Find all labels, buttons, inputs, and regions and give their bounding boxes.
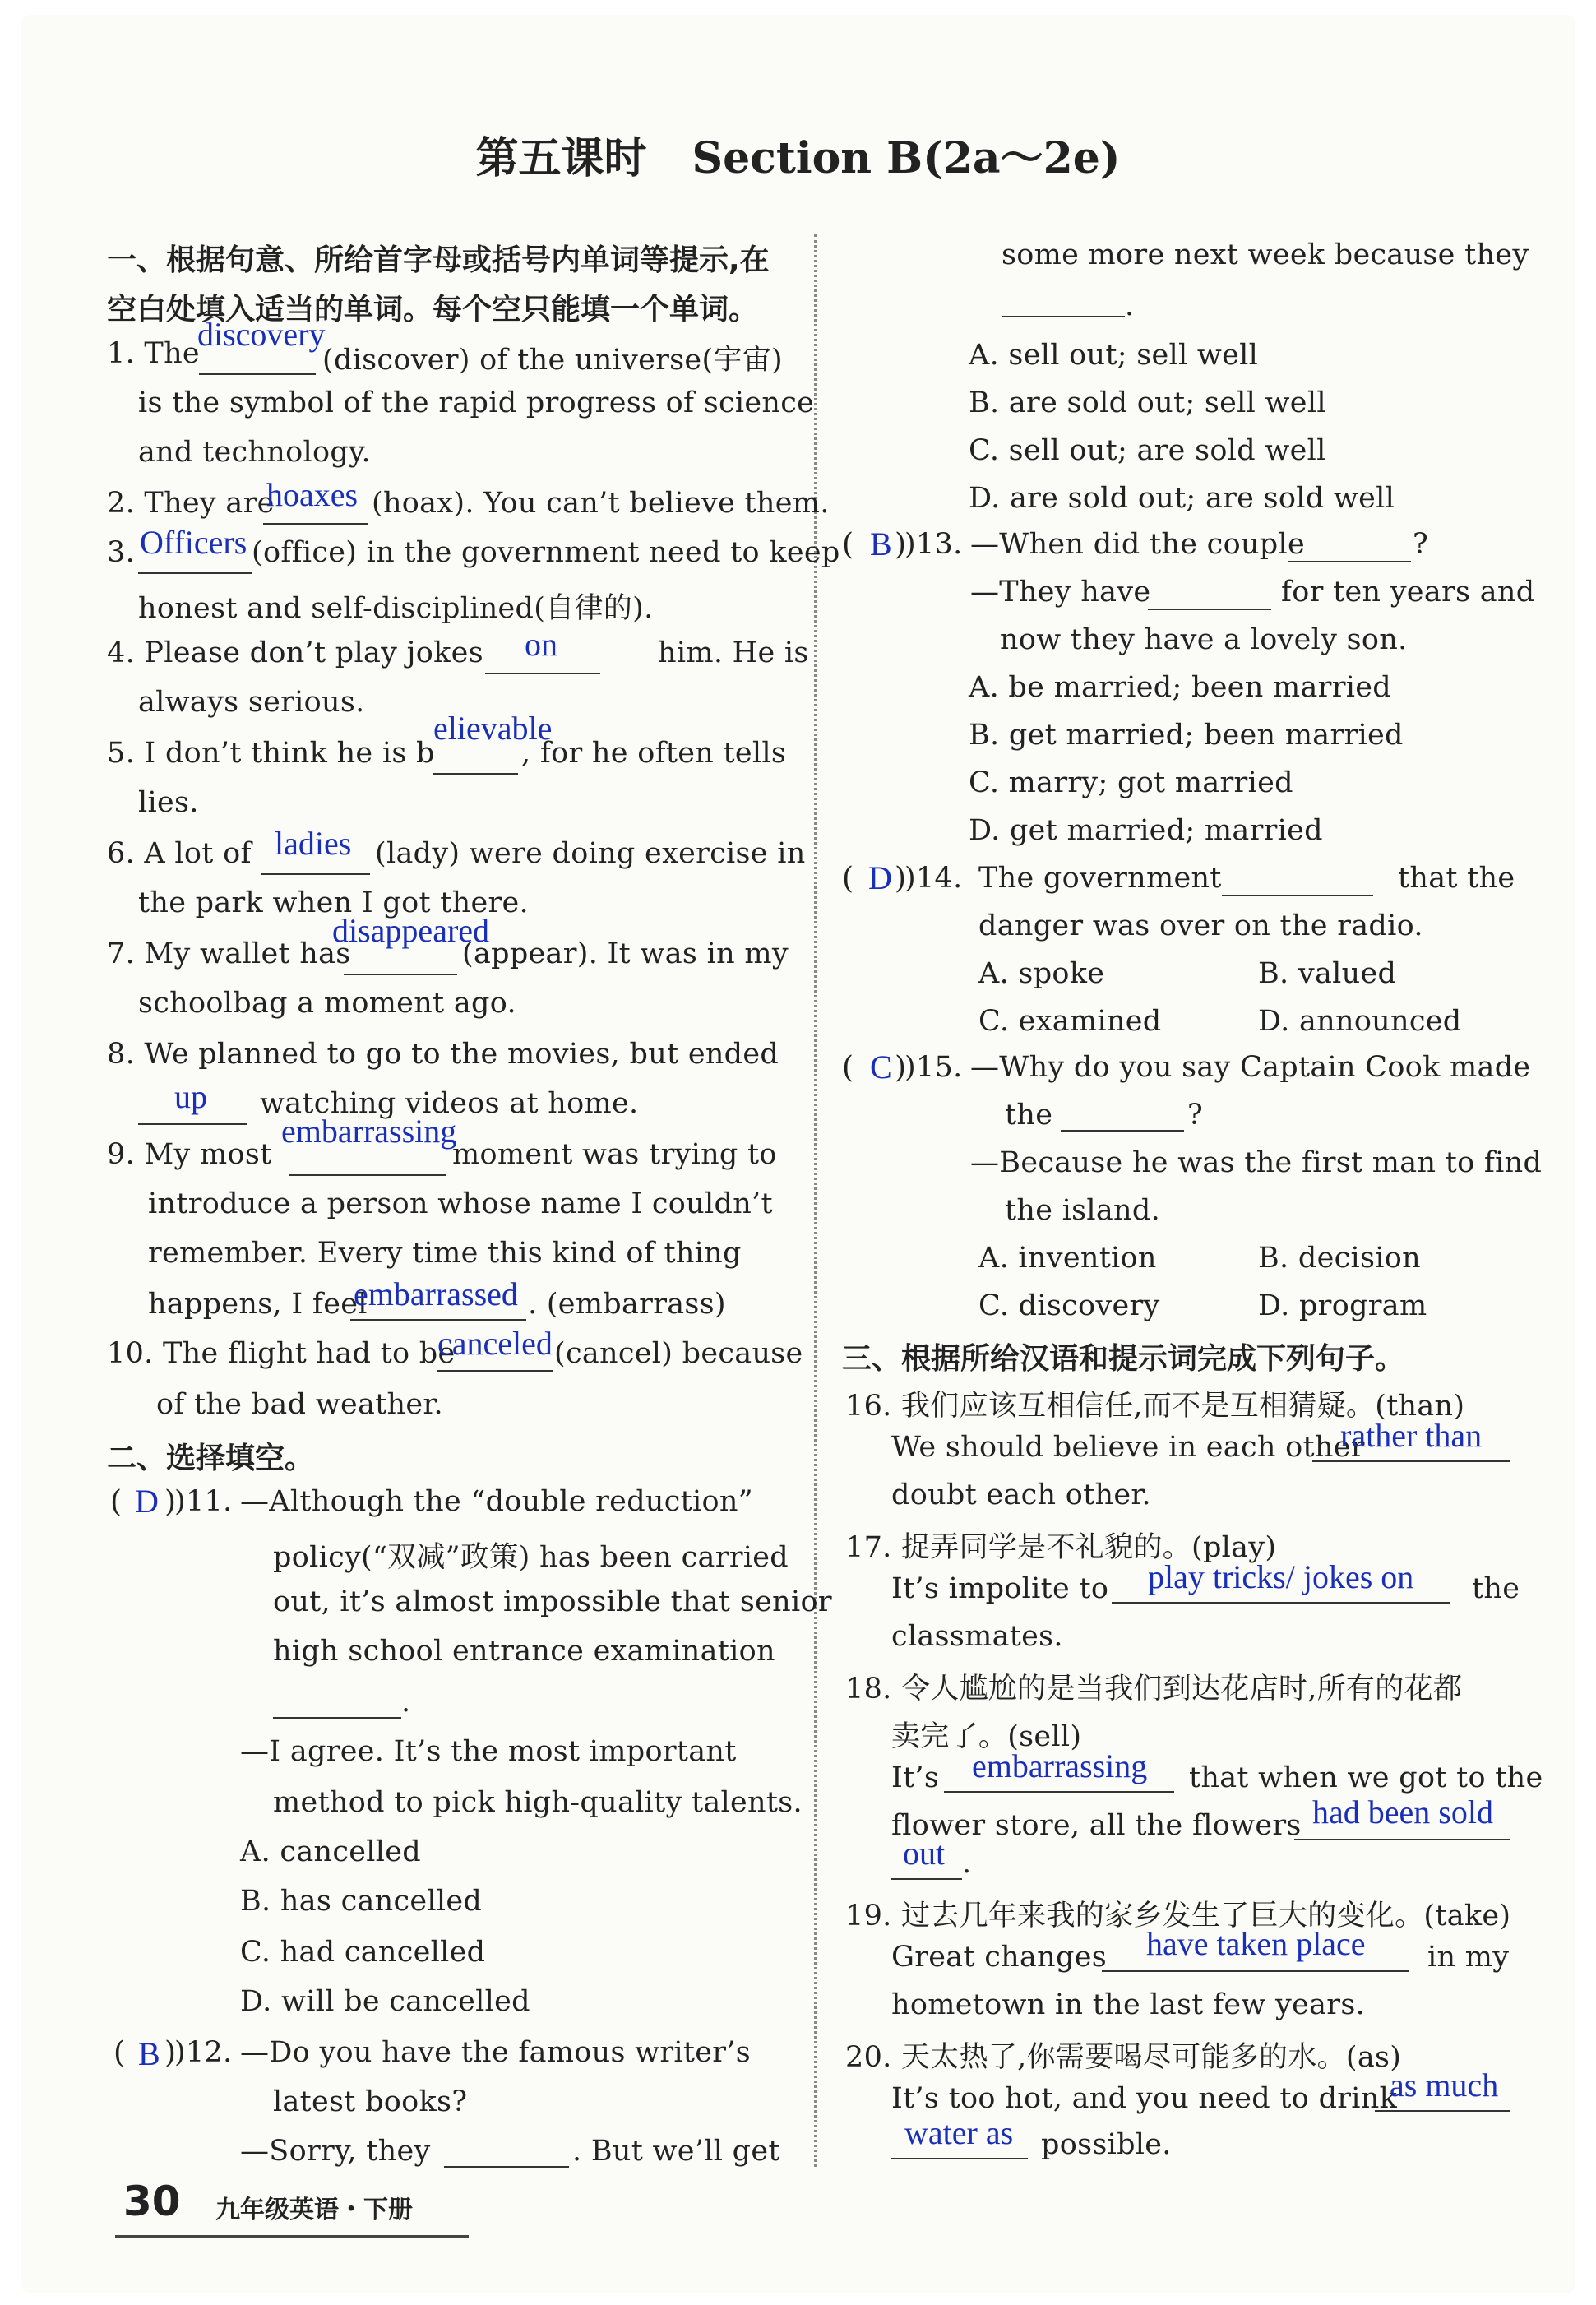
q18-blank-3 <box>891 1878 962 1880</box>
q10-blank <box>437 1370 553 1372</box>
q20-cn: 20. 天太热了,你需要喝尽可能多的水。(as) <box>845 2041 1402 2074</box>
title-en: Section B(2a～2e) <box>692 133 1121 183</box>
q15-line4: —Because he was the first man to find <box>970 1146 1543 1179</box>
q2-text-a: 2. They are <box>107 487 275 520</box>
q12-line4: . But we’ll get <box>572 2135 780 2168</box>
q5-answer: elievable <box>433 710 553 747</box>
q18-line2: flower store, all the flowers <box>891 1809 1302 1842</box>
q14-blank <box>1222 895 1373 896</box>
q10-text-b: (cancel) because <box>554 1337 803 1370</box>
q13-line5: now they have a lovely son. <box>1000 623 1408 656</box>
q5-text-c: lies. <box>138 786 199 819</box>
q11-line2: policy(“双减”政策) has been carried <box>273 1541 789 1574</box>
q16-line2: doubt each other. <box>891 1479 1151 1511</box>
q14-paren-close: ) <box>895 862 907 896</box>
q11-line7: method to pick high-quality talents. <box>273 1786 803 1819</box>
q20-answer-1: as much <box>1390 2067 1499 2104</box>
q7-answer: disappeared <box>332 912 490 949</box>
q20-line2: possible. <box>1041 2128 1172 2161</box>
q13-line3: —They have <box>970 576 1151 609</box>
q15-line3: ? <box>1187 1099 1204 1132</box>
q9-text-a: 9. My most <box>107 1138 272 1171</box>
q10-text-a: 10. The flight had to be <box>107 1337 456 1370</box>
q6-text-b: (lady) were doing exercise in <box>375 837 806 870</box>
q19-line1a: Great changes <box>891 1941 1107 1974</box>
q3-answer: Officers <box>140 524 247 561</box>
q15-option-b: B. decision <box>1258 1242 1421 1275</box>
q17-blank <box>1112 1602 1450 1604</box>
q14-answer: D <box>868 859 892 896</box>
q15-blank <box>1061 1130 1184 1132</box>
q6-text-c: the park when I got there. <box>138 886 529 919</box>
q7-text-b: (appear). It was in my <box>462 937 789 970</box>
q14-line1: The government <box>978 862 1222 895</box>
q8-text-a: 8. We planned to go to the movies, but ended <box>107 1038 779 1071</box>
q4-answer: on <box>525 626 557 663</box>
q16-cn: 16. 我们应该互相信任,而不是互相猜疑。(than) <box>845 1390 1465 1423</box>
q1-text-d: and technology. <box>138 436 371 469</box>
q13-option-b: B. get married; been married <box>969 719 1404 752</box>
q17-answer: play tricks/ jokes on <box>1148 1558 1414 1595</box>
q11-option-a: A. cancelled <box>240 1835 421 1868</box>
q15-option-d: D. program <box>1258 1289 1427 1322</box>
q9-text-f: . (embarrass) <box>528 1288 726 1321</box>
q10-answer: canceled <box>437 1325 553 1362</box>
q15-line1: —Why do you say Captain Cook made <box>970 1051 1531 1084</box>
q7-blank <box>344 974 457 975</box>
q18-line1a: It’s <box>891 1761 940 1794</box>
lesson-title <box>0 123 1596 185</box>
q6-answer: ladies <box>275 825 352 862</box>
q11-num: )11. <box>174 1485 233 1518</box>
q19-answer: have taken place <box>1146 1925 1366 1962</box>
q13-line2: ? <box>1413 528 1429 561</box>
q12-blank-1 <box>444 2166 569 2168</box>
q7-text-a: 7. My wallet has <box>107 937 351 970</box>
column-divider <box>814 234 817 2167</box>
q18-answer-1: embarrassing <box>972 1747 1148 1784</box>
q18-answer-2: had been sold <box>1312 1794 1493 1831</box>
q11-paren: ( <box>110 1485 123 1519</box>
q14-line2: that the <box>1398 862 1515 895</box>
q9-text-b: moment was trying to <box>452 1138 777 1171</box>
q14-line3: danger was over on the radio. <box>978 910 1423 942</box>
q3-num: 3. <box>107 536 135 569</box>
q3-text-b: (office) in the government need to keep <box>252 536 840 569</box>
q12-paren: ( <box>113 2036 126 2070</box>
q5-text-a: 5. I don’t think he is b <box>107 737 435 770</box>
q9-text-e: happens, I feel <box>148 1288 368 1321</box>
q13-blank-2 <box>1148 609 1271 610</box>
title-cn: 第五课时 <box>475 134 647 183</box>
part1-heading-line2: 空白处填入适当的单词。每个空只能填一个单词。 <box>107 293 759 326</box>
q12-paren-right: ) <box>164 2036 177 2070</box>
q17-line2: classmates. <box>891 1620 1063 1653</box>
q12-line5: some more next week because they <box>1002 238 1529 271</box>
q5-blank <box>433 773 518 775</box>
q12-option-c: C. sell out; are sold well <box>969 434 1326 467</box>
q8-text-b: watching videos at home. <box>260 1087 639 1120</box>
footer-rule <box>115 2235 469 2238</box>
q18-cn1: 18. 令人尴尬的是当我们到达花店时,所有的花都 <box>845 1673 1463 1706</box>
q1-text-b: (discover) of the universe(宇宙) <box>322 344 783 377</box>
q18-blank-1 <box>944 1791 1174 1793</box>
q19-blank <box>1102 1970 1409 1972</box>
q13-answer: B <box>870 525 892 562</box>
q11-line1: —Although the “double reduction” <box>240 1485 753 1518</box>
q11-option-b: B. has cancelled <box>240 1885 483 1918</box>
part3-heading: 三、根据所给汉语和提示词完成下列句子。 <box>842 1342 1405 1376</box>
q2-text-b: (hoax). You can’t believe them. <box>372 487 830 520</box>
q11-line5: . <box>401 1686 411 1719</box>
q1-blank <box>199 373 316 375</box>
q12-blank-2 <box>1002 316 1125 317</box>
q20-blank-1 <box>1375 2110 1510 2112</box>
q1-answer: discovery <box>197 316 326 353</box>
q19-cn: 19. 过去几年来我的家乡发生了巨大的变化。(take) <box>845 1900 1511 1932</box>
q15-paren-close: ) <box>895 1051 907 1085</box>
q13-option-c: C. marry; got married <box>969 766 1293 799</box>
q9-blank <box>289 1174 446 1176</box>
q12-line3: —Sorry, they <box>240 2135 431 2168</box>
q9-blank-2 <box>350 1319 526 1321</box>
q15-num: )15. <box>904 1051 963 1084</box>
q16-line1: We should believe in each other <box>891 1431 1365 1464</box>
q12-answer: B <box>138 2035 160 2072</box>
q18-answer-3: out <box>903 1835 946 1872</box>
q13-option-a: A. be married; been married <box>969 671 1391 704</box>
q14-paren: ( <box>842 862 854 896</box>
q11-blank <box>273 1717 401 1719</box>
q15-line5: the island. <box>1005 1194 1161 1227</box>
q20-answer-2: water as <box>904 2114 1014 2151</box>
q4-text-b: him. He is <box>658 636 809 669</box>
q16-answer: rather than <box>1340 1417 1483 1454</box>
q11-answer: D <box>135 1483 159 1520</box>
q8-answer: up <box>174 1078 207 1115</box>
q15-answer: C <box>870 1048 892 1085</box>
q13-num: )13. <box>904 528 963 561</box>
q14-option-a: A. spoke <box>978 957 1105 990</box>
q15-line2: the <box>1005 1099 1053 1132</box>
q8-blank <box>138 1123 247 1125</box>
q11-paren-right: ) <box>164 1485 177 1519</box>
q5-text-b: , for he often tells <box>521 737 787 770</box>
q7-text-c: schoolbag a moment ago. <box>138 987 516 1020</box>
q9-text-d: remember. Every time this kind of thing <box>148 1237 742 1270</box>
q11-option-d: D. will be cancelled <box>240 1985 530 2018</box>
q11-line6: —I agree. It’s the most important <box>240 1735 737 1768</box>
q14-num: )14. <box>904 862 963 895</box>
q18-cn2: 卖完了。(sell) <box>891 1720 1082 1753</box>
q13-paren-close: ) <box>895 528 907 562</box>
q13-paren: ( <box>842 528 854 562</box>
q17-cn: 17. 捉弄同学是不礼貌的。(play) <box>845 1531 1277 1564</box>
q9-text-c: introduce a person whose name I couldn’t <box>148 1187 773 1220</box>
q11-line3: out, it’s almost impossible that senior <box>273 1585 832 1618</box>
q1-text-a: 1. The <box>107 337 200 370</box>
q13-line4: for ten years and <box>1281 576 1535 609</box>
q2-answer: hoaxes <box>266 476 359 513</box>
q16-blank <box>1312 1460 1510 1462</box>
q4-text-a: 4. Please don’t play jokes <box>107 636 483 669</box>
q1-text-c: is the symbol of the rapid progress of science <box>138 386 815 419</box>
q9-answer-2: embarrassed <box>354 1275 518 1312</box>
q11-line4: high school entrance examination <box>273 1635 775 1668</box>
q11-option-c: C. had cancelled <box>240 1936 486 1969</box>
q15-paren: ( <box>842 1051 854 1085</box>
q6-text-a: 6. A lot of <box>107 837 252 870</box>
book-title: 九年级英语・下册 <box>215 2196 413 2224</box>
q12-option-b: B. are sold out; sell well <box>969 386 1326 419</box>
q13-line1: —When did the couple <box>970 528 1305 561</box>
part1-heading-line1: 一、根据句意、所给首字母或括号内单词等提示,在 <box>107 243 770 277</box>
q6-blank <box>261 873 370 875</box>
q19-line1b: in my <box>1427 1941 1510 1974</box>
q3-blank <box>138 572 252 574</box>
q17-line1b: the <box>1472 1572 1520 1605</box>
q17-line1a: It’s impolite to <box>891 1572 1109 1605</box>
q12-num: )12. <box>174 2036 233 2069</box>
q14-option-d: D. announced <box>1258 1005 1462 1038</box>
q12-line2: latest books? <box>273 2085 468 2118</box>
q13-blank-1 <box>1288 561 1411 562</box>
q10-text-c: of the bad weather. <box>156 1388 443 1421</box>
q19-line2: hometown in the last few years. <box>891 1988 1366 2021</box>
q20-line1: It’s too hot, and you need to drink <box>891 2082 1398 2115</box>
q15-option-c: C. discovery <box>978 1289 1160 1322</box>
q14-option-b: B. valued <box>1258 957 1397 990</box>
q2-blank <box>263 523 368 525</box>
page-number: 30 <box>123 2178 181 2225</box>
q18-line1b: that when we got to the <box>1189 1761 1543 1794</box>
part2-heading: 二、选择填空。 <box>107 1442 315 1475</box>
q20-blank-2 <box>891 2158 1028 2159</box>
q12-line6: . <box>1125 289 1135 322</box>
q18-blank-2 <box>1294 1839 1510 1840</box>
q15-option-a: A. invention <box>978 1242 1157 1275</box>
q18-period: . <box>962 1847 972 1880</box>
q9-answer: embarrassing <box>281 1113 457 1150</box>
q13-option-d: D. get married; married <box>969 814 1323 847</box>
q12-option-d: D. are sold out; are sold well <box>969 482 1395 515</box>
q14-option-c: C. examined <box>978 1005 1162 1038</box>
q4-blank <box>485 673 600 674</box>
q3-text-c: honest and self-disciplined(自律的). <box>138 592 654 625</box>
q12-option-a: A. sell out; sell well <box>969 339 1259 372</box>
q4-text-c: always serious. <box>138 686 365 719</box>
q12-line1: —Do you have the famous writer’s <box>240 2036 752 2069</box>
